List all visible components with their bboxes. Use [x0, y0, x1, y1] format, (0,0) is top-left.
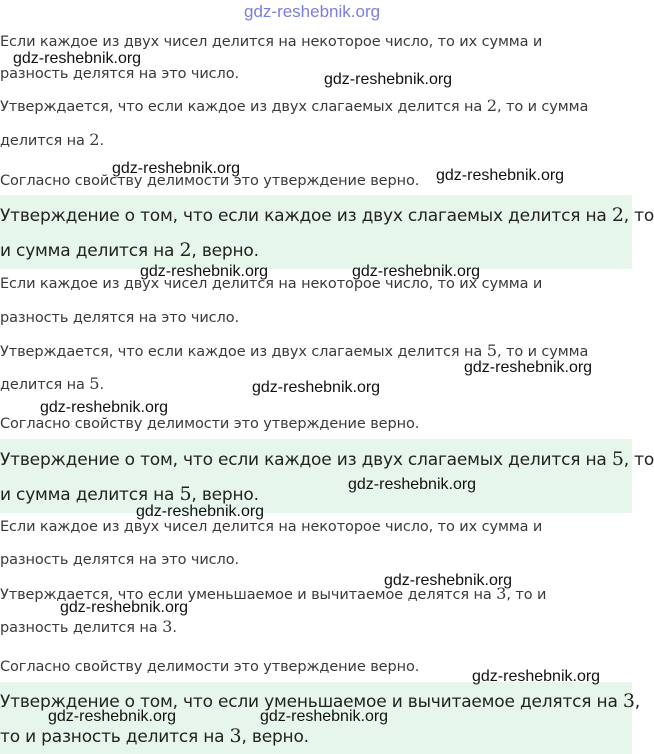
claim-text-line1: Утверждается, что если уменьшаемое и вычитаемое делятся на 3, то и [0, 584, 547, 603]
answer-box [0, 439, 654, 513]
watermark-text: gdz-reshebnik.org [436, 167, 565, 184]
watermark-text: gdz-reshebnik.org [384, 572, 513, 589]
math-number: 5 [611, 448, 624, 470]
watermark-text: gdz-reshebnik.org [472, 668, 601, 685]
rule-text-line1: Если каждое из двух чисел делится на некоторое число, то их сумма и [0, 34, 543, 50]
answer-text-line1: Утверждение о том, что если уменьшаемое и вычитаемое делятся на 3, [0, 690, 641, 712]
math-number: 3 [229, 725, 242, 747]
property-text: Согласно свойству делимости это утверждение верно. [0, 173, 420, 189]
math-number: 5 [179, 483, 192, 505]
answer-text-line2: то и разность делится на 3, верно. [0, 725, 309, 747]
math-number: 5 [486, 341, 497, 360]
math-number: 3 [162, 617, 173, 636]
watermark-text: gdz-reshebnik.org [348, 476, 477, 493]
watermark-text: gdz-reshebnik.org [324, 71, 453, 88]
claim-text-line1: Утверждается, что если каждое из двух слагаемых делится на 5, то и сумма [0, 341, 589, 360]
rule-text-line2: разность делятся на это число. [0, 310, 239, 326]
math-number: 2 [179, 239, 192, 261]
rule-text-line2: разность делятся на это число. [0, 66, 239, 82]
watermark-text: gdz-reshebnik.org [112, 160, 241, 177]
rule-text-line1: Если каждое из двух чисел делится на некоторое число, то их сумма и [0, 519, 543, 535]
watermark-text: gdz-reshebnik.org [48, 708, 177, 725]
math-number: 5 [89, 374, 100, 393]
rule-text-line1: Если каждое из двух чисел делится на некоторое число, то их сумма и [0, 276, 543, 292]
rule-text-line2: разность делятся на это число. [0, 552, 239, 568]
claim-text-line2: делится на 5. [0, 374, 105, 393]
property-text: Согласно свойству делимости это утверждение верно. [0, 659, 420, 675]
watermark-text: gdz-reshebnik.org [136, 503, 265, 520]
math-number: 2 [486, 96, 497, 115]
math-number: 3 [496, 584, 507, 603]
math-number: 3 [622, 690, 635, 712]
answer-text-line2: и сумма делится на 5, верно. [0, 483, 259, 505]
math-number: 2 [611, 204, 624, 226]
claim-text-line2: разность делится на 3. [0, 617, 177, 636]
answer-text-line2: и сумма делится на 2, верно. [0, 239, 259, 261]
math-number: 2 [89, 130, 100, 149]
watermark-text: gdz-reshebnik.org [464, 359, 593, 376]
watermark-text: gdz-reshebnik.org [13, 50, 142, 67]
property-text: Согласно свойству делимости это утверждение верно. [0, 416, 420, 432]
watermark-text: gdz-reshebnik.org [260, 708, 389, 725]
header-watermark: gdz-reshebnik.org [244, 2, 381, 21]
answer-text-line1: Утверждение о том, что если каждое из двух слагаемых делится на 2, то [0, 204, 654, 226]
watermark-text: gdz-reshebnik.org [252, 379, 381, 396]
claim-text-line2: делится на 2. [0, 130, 105, 149]
watermark-text: gdz-reshebnik.org [352, 263, 481, 280]
answer-box [0, 195, 654, 269]
answer-text-line1: Утверждение о том, что если каждое из двух слагаемых делится на 5, то [0, 448, 654, 470]
watermark-text: gdz-reshebnik.org [140, 263, 269, 280]
watermark-text: gdz-reshebnik.org [40, 399, 169, 416]
watermark-text: gdz-reshebnik.org [60, 599, 189, 616]
claim-text-line1: Утверждается, что если каждое из двух слагаемых делится на 2, то и сумма [0, 96, 589, 115]
